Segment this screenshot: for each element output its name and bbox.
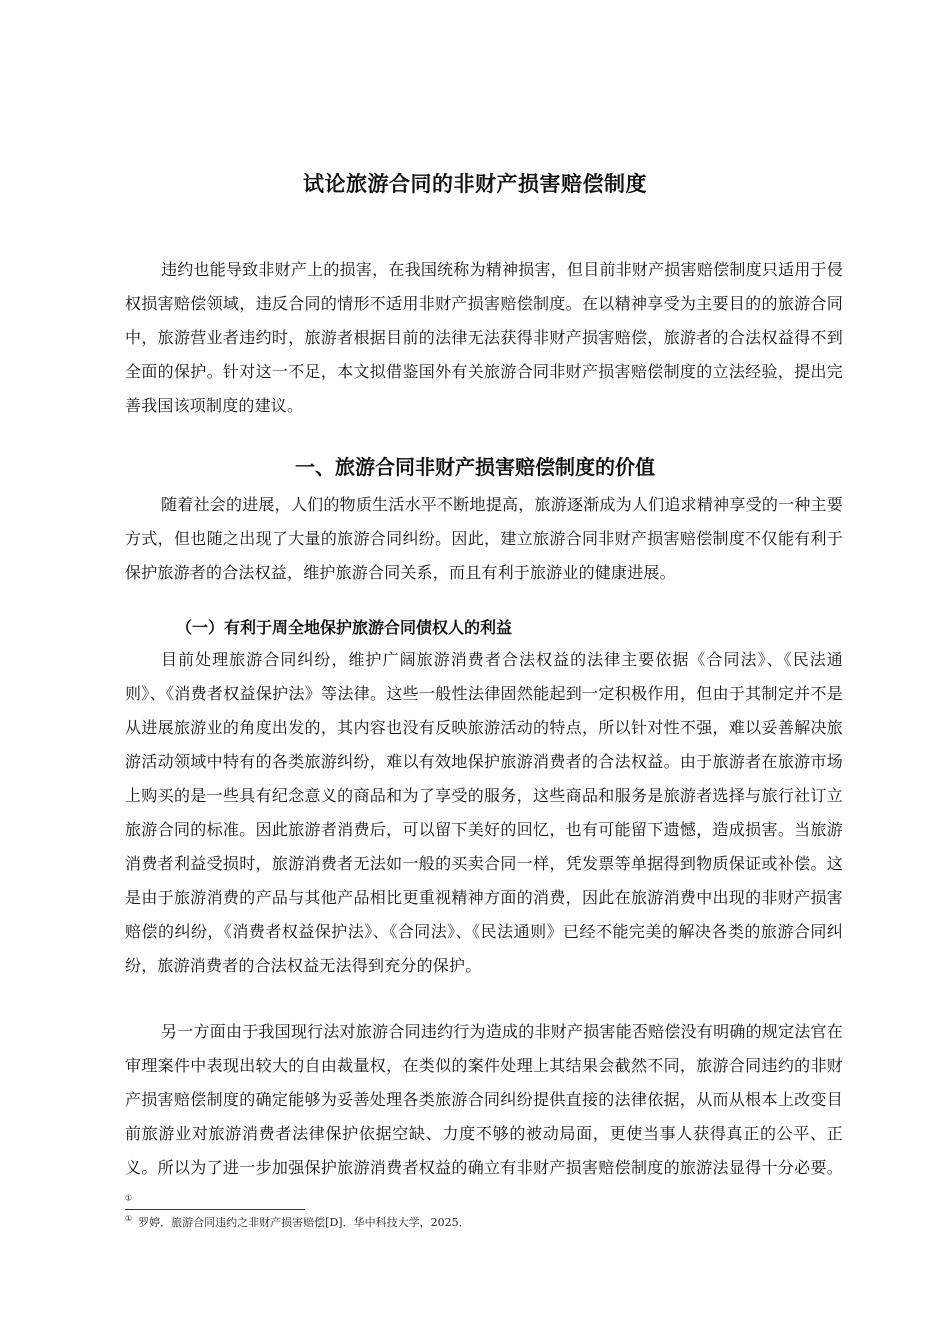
subsection-heading: （一）有利于周全地保护旅游合同债权人的利益 xyxy=(176,618,513,637)
body-paragraph-2-text: 另一方面由于我国现行法对旅游合同违约行为造成的非财产损害能否赔偿没有明确的规定法官在审理案件中表现出较大的自由裁量权，在类似的案件处理上其结果会截然不同，旅游合同违约的非财产损害赔偿制度的确定能够为妥善处理各类旅游合同纠纷提供直接的法律依据，从而从根本上改变目前旅游业对旅游消费者法律保护依据空缺、力度不够的被动局面，更使当事人获得真正的公平、正义。所以为了进一步加强保护旅游消费者权益的确立有非财产损害赔偿制度的旅游法显得十分必要。 xyxy=(125,1022,843,1177)
body-paragraph-2 xyxy=(125,1015,843,1219)
footnote-text: 罗婷．旅游合同违约之非财产损害赔偿[D]．华中科技大学，2025． xyxy=(138,1216,470,1229)
footnote xyxy=(125,1214,470,1230)
document-title: 试论旅游合同的非财产损害赔偿制度 xyxy=(303,172,647,196)
section-heading: 一、旅游合同非财产损害赔偿制度的价值 xyxy=(295,455,655,479)
footnote-mark: ① xyxy=(125,1214,133,1224)
abstract-paragraph: 违约也能导致非财产上的损害，在我国统称为精神损害，但目前非财产损害赔偿制度只适用于侵权损害赔偿领域，违反合同的情形不适用非财产损害赔偿制度。在以精神享受为主要目的的旅游合同中，旅游营业者违约时，旅游者根据目前的法律无法获得非财产损害赔偿，旅游者的合法权益得不到全面的保护。针对这一不足，本文拟借鉴国外有关旅游合同非财产损害赔偿制度的立法经验，提出完善我国该项制度的建议。 xyxy=(125,260,843,415)
section-intro-paragraph: 随着社会的进展，人们的物质生活水平不断地提高，旅游逐渐成为人们追求精神享受的一种主要方式，但也随之出现了大量的旅游合同纠纷。因此，建立旅游合同非财产损害赔偿制度不仅能有利于保护旅游者的合法权益，维护旅游合同关系，而且有利于旅游业的健康进展。 xyxy=(125,495,843,582)
footnote-divider xyxy=(125,1209,305,1210)
footnote-reference[interactable]: ① xyxy=(125,1193,133,1203)
body-paragraph-1: 目前处理旅游合同纠纷，维护广阔旅游消费者合法权益的法律主要依据《合同法》、《民法通则》、《消费者权益保护法》等法律。这些一般性法律固然能起到一定积极作用，但由于其制定并不是从进展旅游业的角度出发的，其内容也没有反映旅游活动的特点，所以针对性不强，难以妥善解决旅游活动领域中特有的各类旅游纠纷，难以有效地保护旅游消费者的合法权益。由于旅游者在旅游市场上购买的是一些具有纪念意义的商品和为了享受的服务，这些商品和服务是旅游者选择与旅行社订立旅游合同的标准。因此旅游者消费后，可以留下美好的回忆，也有可能留下遗憾，造成损害。当旅游消费者利益受损时，旅游消费者无法如一般的买卖合同一样，凭发票等单据得到物质保证或补偿。这是由于旅游消费的产品与其他产品相比更重视精神方面的消费，因此在旅游消费中出现的非财产损害赔偿的纠纷，《消费者权益保护法》、《合同法》、《民法通则》已经不能完美的解决各类的旅游合同纠纷，旅游消费者的合法权益无法得到充分的保护。 xyxy=(125,650,843,975)
